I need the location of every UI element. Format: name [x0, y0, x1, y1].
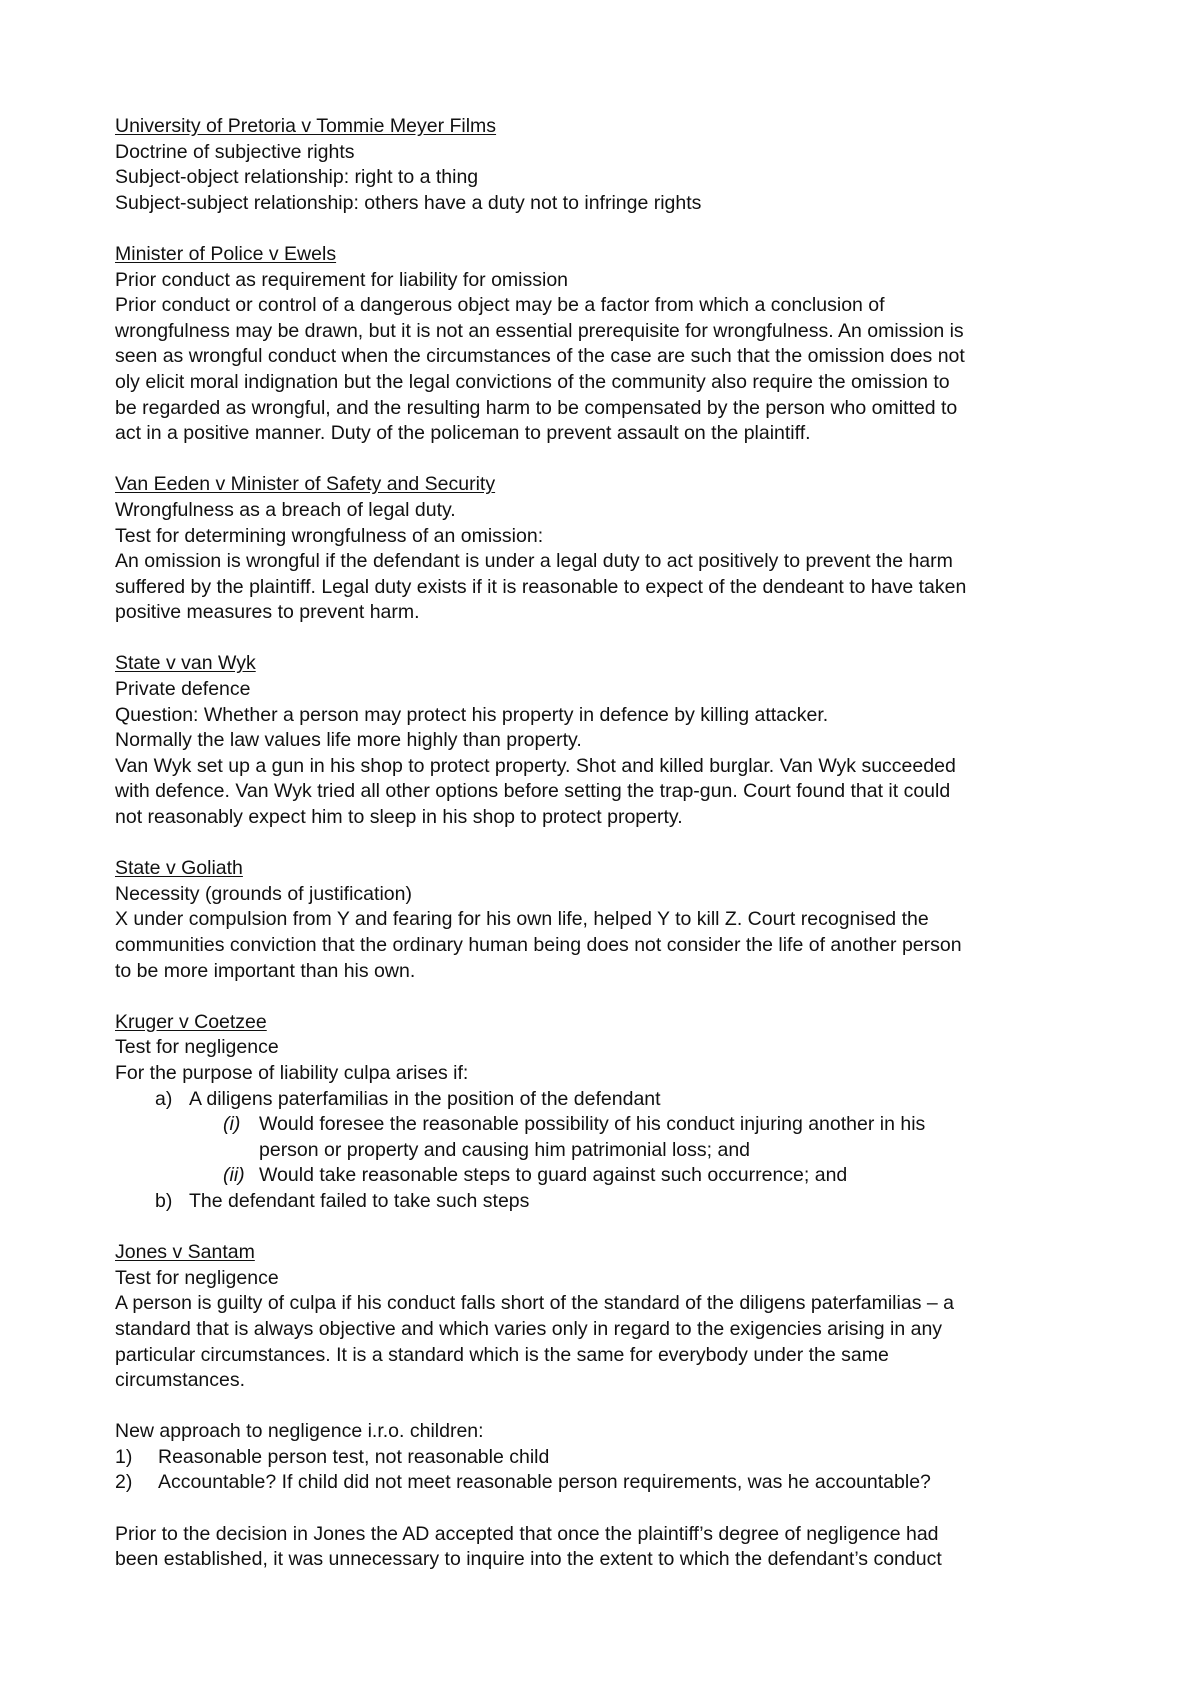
body-line: Test for negligence — [115, 1036, 279, 1059]
body-line: For the purpose of liability culpa arises if: — [115, 1061, 469, 1084]
list-marker: (i) — [223, 1113, 241, 1136]
case-title: Kruger v Coetzee — [115, 1010, 267, 1033]
list-item — [115, 1163, 1115, 1189]
body-line: Subject-object relationship: right to a thing — [115, 166, 479, 189]
body-line: Test for determining wrongfulness of an omission: — [115, 524, 544, 547]
list-item — [115, 1189, 1115, 1215]
list-item-text: Accountable? If child did not meet reasonable person requirements, was he accountable? — [158, 1471, 931, 1494]
body-line: be regarded as wrongful, and the resulting harm to be compensated by the person who omitted to — [115, 396, 958, 419]
list-marker: 2) — [115, 1471, 133, 1494]
list-item-text: A diligens paterfamilias in the position of the defendant — [189, 1087, 661, 1110]
list-item — [115, 1087, 1115, 1113]
body-line: communities conviction that the ordinary human being does not consider the life of another person — [115, 934, 962, 956]
body-line: Private defence — [115, 678, 251, 701]
section-gap — [115, 1215, 1115, 1241]
section-gap — [115, 626, 1115, 652]
body-line: standard that is always objective and which varies only in regard to the exigencies arising in any — [115, 1317, 943, 1340]
body-line: oly elicit moral indignation but the legal convictions of the community also require the omission to — [115, 370, 950, 393]
list-item-text: Would take reasonable steps to guard against such occurrence; and — [259, 1164, 848, 1187]
body-line: Prior conduct or control of a dangerous object may be a factor from which a conclusion of — [115, 294, 885, 317]
case-title: Van Eeden v Minister of Safety and Security — [115, 473, 496, 496]
list-marker: b) — [155, 1189, 173, 1212]
list-item — [115, 1112, 1115, 1138]
list-marker: (ii) — [223, 1164, 245, 1187]
body-line: Prior to the decision in Jones the AD accepted that once the plaintiff’s degree of negligence had — [115, 1522, 939, 1545]
section-gap — [115, 831, 1115, 857]
section-gap — [115, 216, 1115, 242]
list-marker: 1) — [115, 1445, 133, 1468]
case-title: State v Goliath — [115, 857, 243, 880]
body-line: wrongfulness may be drawn, but it is not an essential prerequisite for wrongfulness. An omission is — [115, 319, 964, 342]
section-gap — [115, 1394, 1115, 1420]
body-line: circumstances. — [115, 1369, 246, 1392]
body-line: particular circumstances. It is a standard which is the same for everybody under the same — [115, 1343, 889, 1366]
body-line: positive measures to prevent harm. — [115, 601, 420, 624]
body-line: Prior conduct as requirement for liability for omission — [115, 268, 569, 291]
case-title: State v van Wyk — [115, 652, 256, 675]
body-line: An omission is wrongful if the defendant is under a legal duty to act positively to prevent the harm — [115, 550, 953, 573]
section-gap — [115, 447, 1115, 473]
list-item-text: Would foresee the reasonable possibility of his conduct injuring another in his — [259, 1113, 926, 1136]
body-line: Question: Whether a person may protect his property in defence by killing attacker. — [115, 703, 829, 726]
case-title: Jones v Santam — [115, 1241, 255, 1264]
subheading-line: New approach to negligence i.r.o. children: — [115, 1420, 484, 1443]
body-line: act in a positive manner. Duty of the policeman to prevent assault on the plaintiff. — [115, 422, 811, 445]
body-line: to be more important than his own. — [115, 959, 416, 982]
body-line: X under compulsion from Y and fearing for his own life, helped Y to kill Z. Court recognised the — [115, 908, 929, 931]
document-page — [115, 114, 1115, 1573]
body-line: A person is guilty of culpa if his conduct falls short of the standard of the diligens paterfamilias – a — [115, 1292, 954, 1315]
list-item-continuation: person or property and causing him patrimonial loss; and — [259, 1138, 751, 1161]
body-line: with defence. Van Wyk tried all other options before setting the trap-gun. Court found that it could — [115, 780, 951, 803]
list-marker: a) — [155, 1087, 173, 1110]
body-line: seen as wrongful conduct when the circumstances of the case are such that the omission does not — [115, 345, 965, 368]
list-item-text: Reasonable person test, not reasonable child — [158, 1445, 550, 1468]
section-gap — [115, 1496, 1115, 1522]
body-line: Subject-subject relationship: others have a duty not to infringe rights — [115, 191, 702, 214]
body-line: Van Wyk set up a gun in his shop to protect property. Shot and killed burglar. Van Wyk succeeded — [115, 754, 956, 777]
numbered-item — [115, 1445, 1115, 1471]
body-line: not reasonably expect him to sleep in his shop to protect property. — [115, 806, 683, 829]
body-line: been established, it was unnecessary to inquire into the extent to which the defendant’s conduct — [115, 1548, 942, 1571]
body-line: Normally the law values life more highly than property. — [115, 729, 582, 752]
list-item-text: The defendant failed to take such steps — [189, 1189, 530, 1212]
body-line: Doctrine of subjective rights — [115, 140, 355, 163]
body-line: Necessity (grounds of justification) — [115, 882, 412, 905]
section-gap — [115, 984, 1115, 1010]
case-title: University of Pretoria v Tommie Meyer Films — [115, 115, 497, 137]
body-line: suffered by the plaintiff. Legal duty exists if it is reasonable to expect of the dendeant to have taken — [115, 575, 967, 598]
body-line: Wrongfulness as a breach of legal duty. — [115, 498, 456, 521]
numbered-item — [115, 1470, 1115, 1496]
body-line: Test for negligence — [115, 1266, 279, 1289]
case-title: Minister of Police v Ewels — [115, 242, 337, 265]
